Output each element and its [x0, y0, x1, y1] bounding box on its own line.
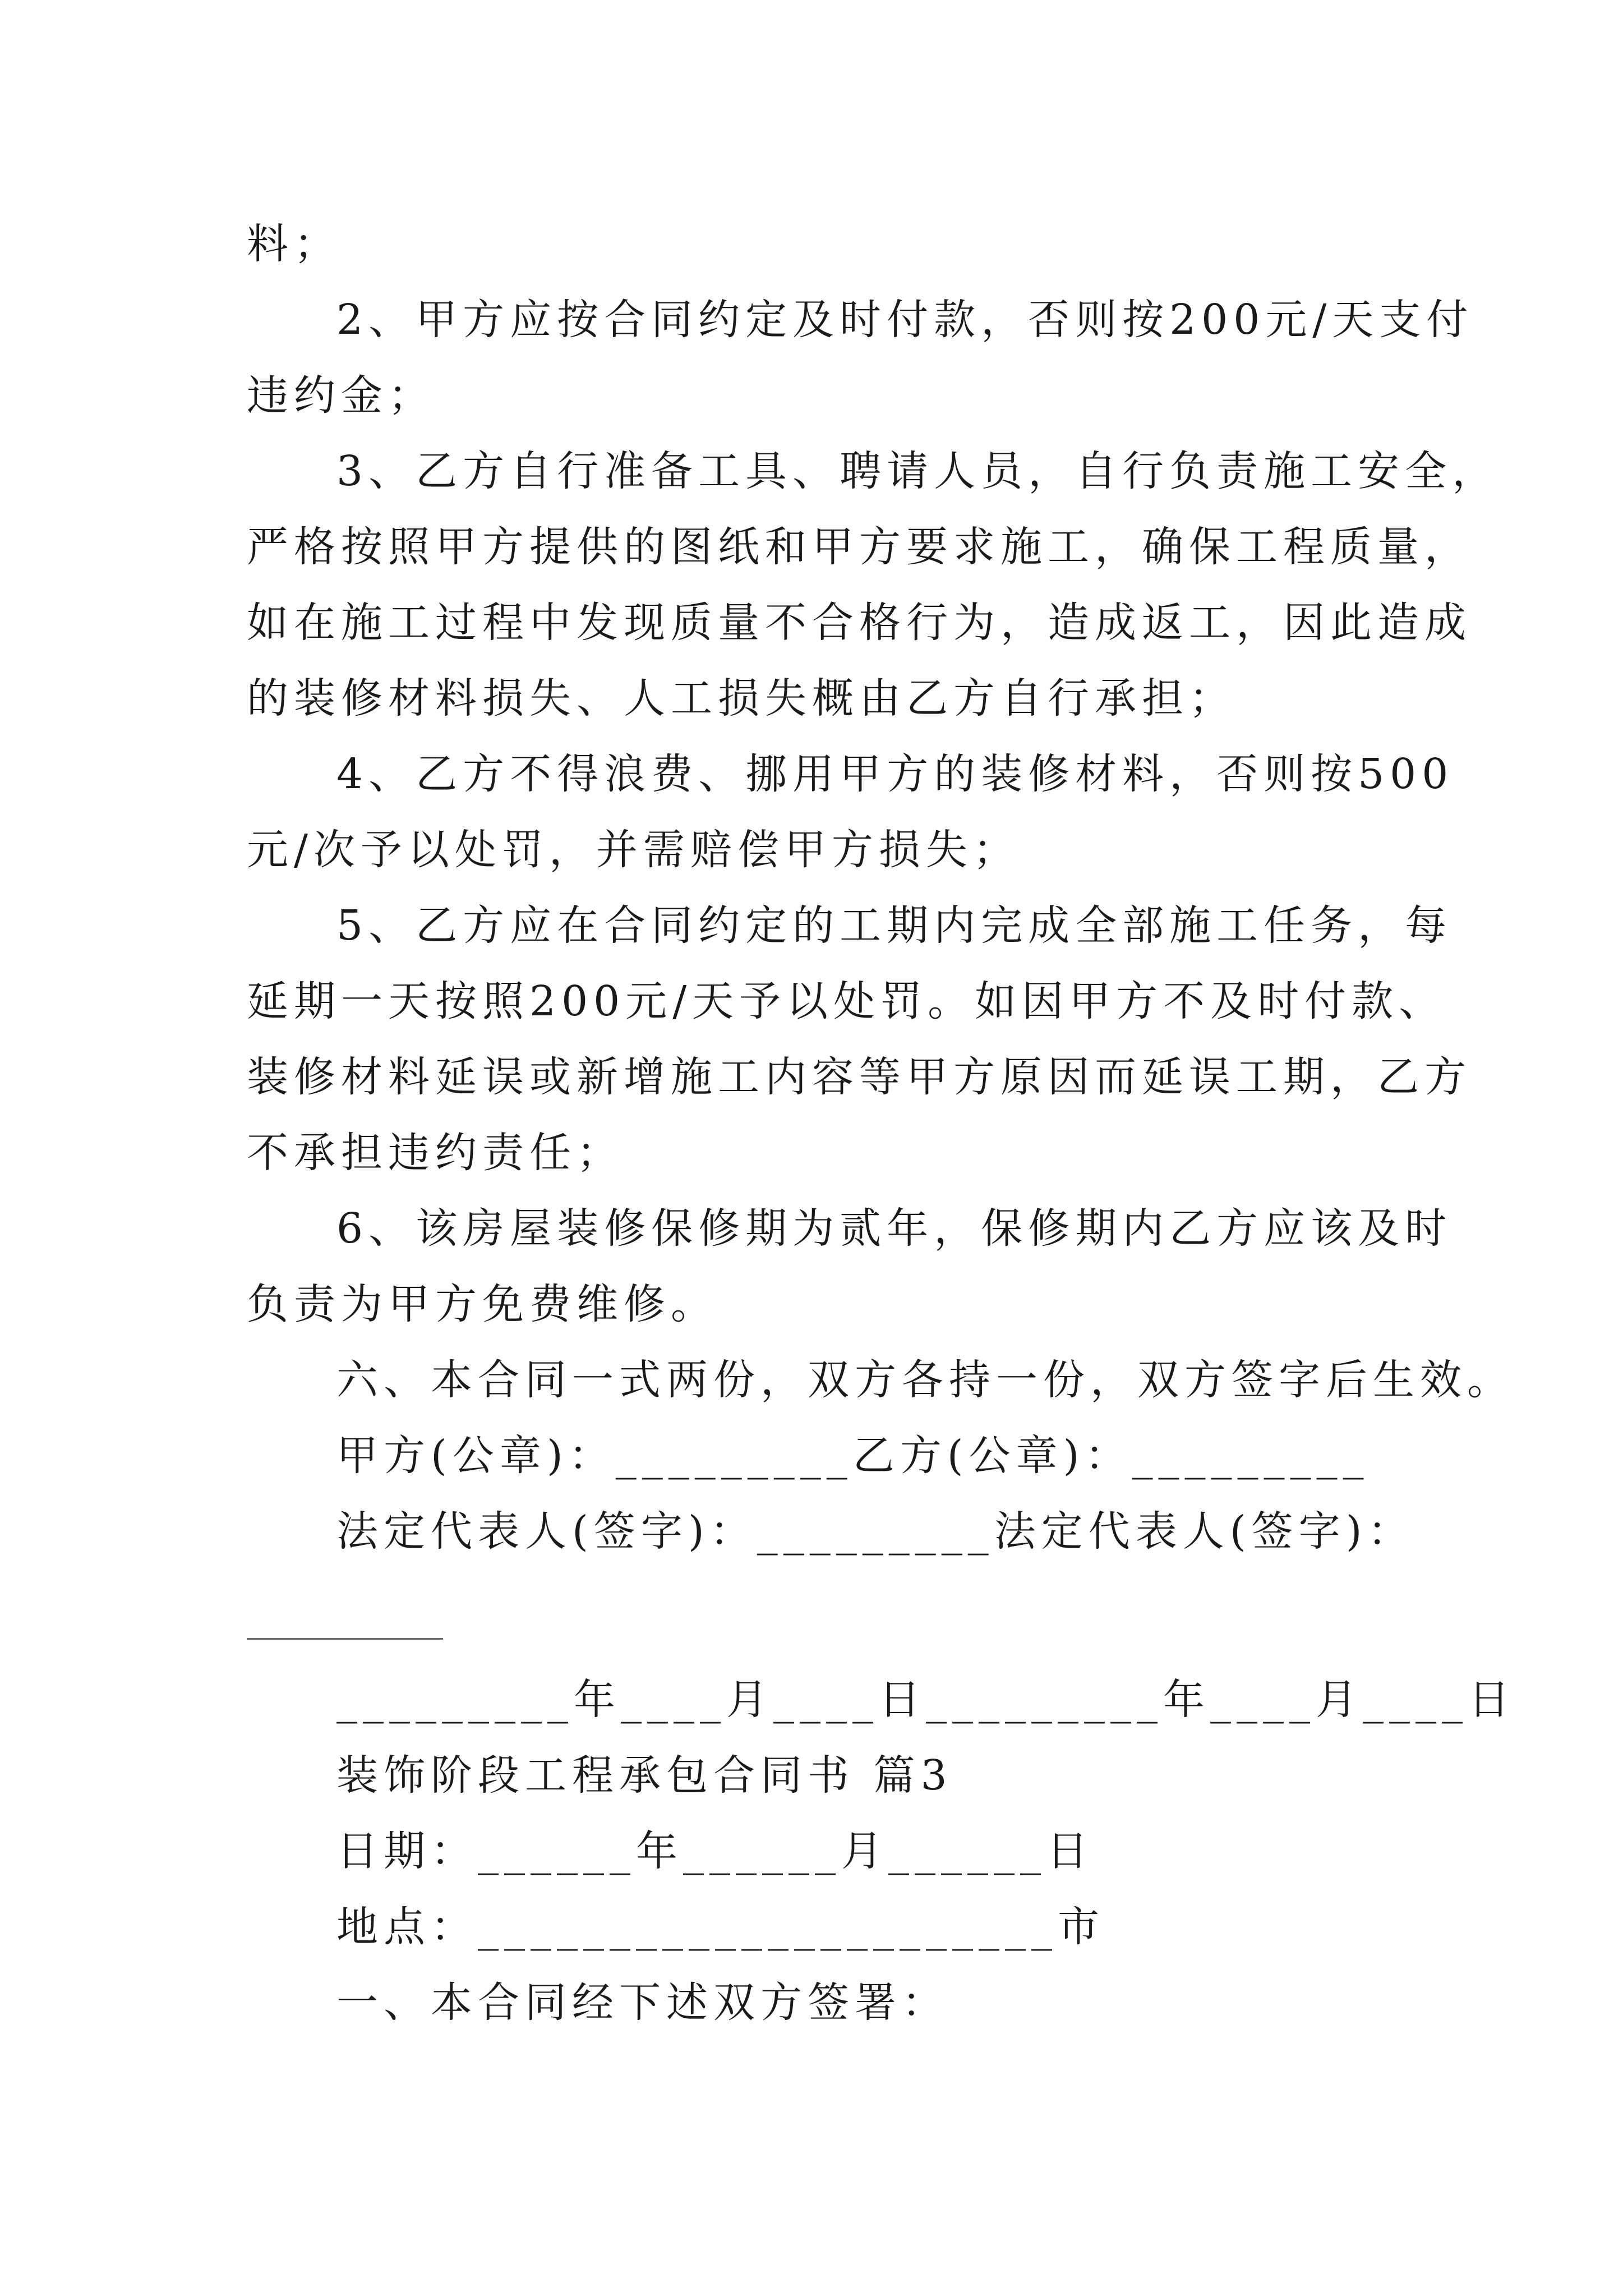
text-line: 6、该房屋装修保修期为贰年，保修期内乙方应该及时	[336, 1204, 1453, 1253]
text-line: 如在施工过程中发现质量不合格行为，造成返工，因此造成	[247, 599, 1472, 647]
text-line: 违约金；	[247, 371, 435, 420]
text-line: 料；	[247, 220, 341, 268]
text-line: 负责为甲方免费维修。	[247, 1280, 718, 1328]
text-line: 元/次予以处罚，并需赔偿甲方损失；	[247, 826, 1020, 874]
text-line: 六、本合同一式两份，双方各持一份，双方签字后生效。	[336, 1356, 1514, 1404]
text-line: 5、乙方应在合同约定的工期内完成全部施工任务，每	[336, 901, 1453, 950]
text-line: 严格按照甲方提供的图纸和甲方要求施工，确保工程质量，	[247, 523, 1472, 571]
text-line: 装修材料延误或新增施工内容等甲方原因而延误工期，乙方	[247, 1053, 1472, 1101]
text-line: 延期一天按照200元/天予以处罚。如因甲方不及时付款、	[247, 977, 1446, 1025]
location-field: 地点：______________________市	[336, 1903, 1105, 1951]
signature-line-representative: 法定代表人(签字)：_________法定代表人(签字)：	[336, 1507, 1415, 1556]
clause-heading: 一、本合同经下述双方签署：	[336, 1978, 949, 2027]
signature-line-seal: 甲方(公章)：_________乙方(公章)：_________	[336, 1432, 1370, 1480]
date-line: _________年____月____日_________年____月____日	[336, 1676, 1515, 1724]
text-line: 3、乙方自行准备工具、聘请人员，自行负责施工安全，	[336, 447, 1500, 495]
text-line: 不承担违约责任；	[247, 1129, 624, 1177]
date-field: 日期：______年______月______日	[336, 1827, 1094, 1875]
text-line: 的装修材料损失、人工损失概由乙方自行承担；	[247, 674, 1236, 723]
signature-underline	[247, 1638, 443, 1640]
section-heading: 装饰阶段工程承包合同书 篇3	[336, 1751, 953, 1800]
text-line: 2、甲方应按合同约定及时付款，否则按200元/天支付	[336, 296, 1474, 344]
text-line: 4、乙方不得浪费、挪用甲方的装修材料，否则按500	[336, 750, 1454, 798]
